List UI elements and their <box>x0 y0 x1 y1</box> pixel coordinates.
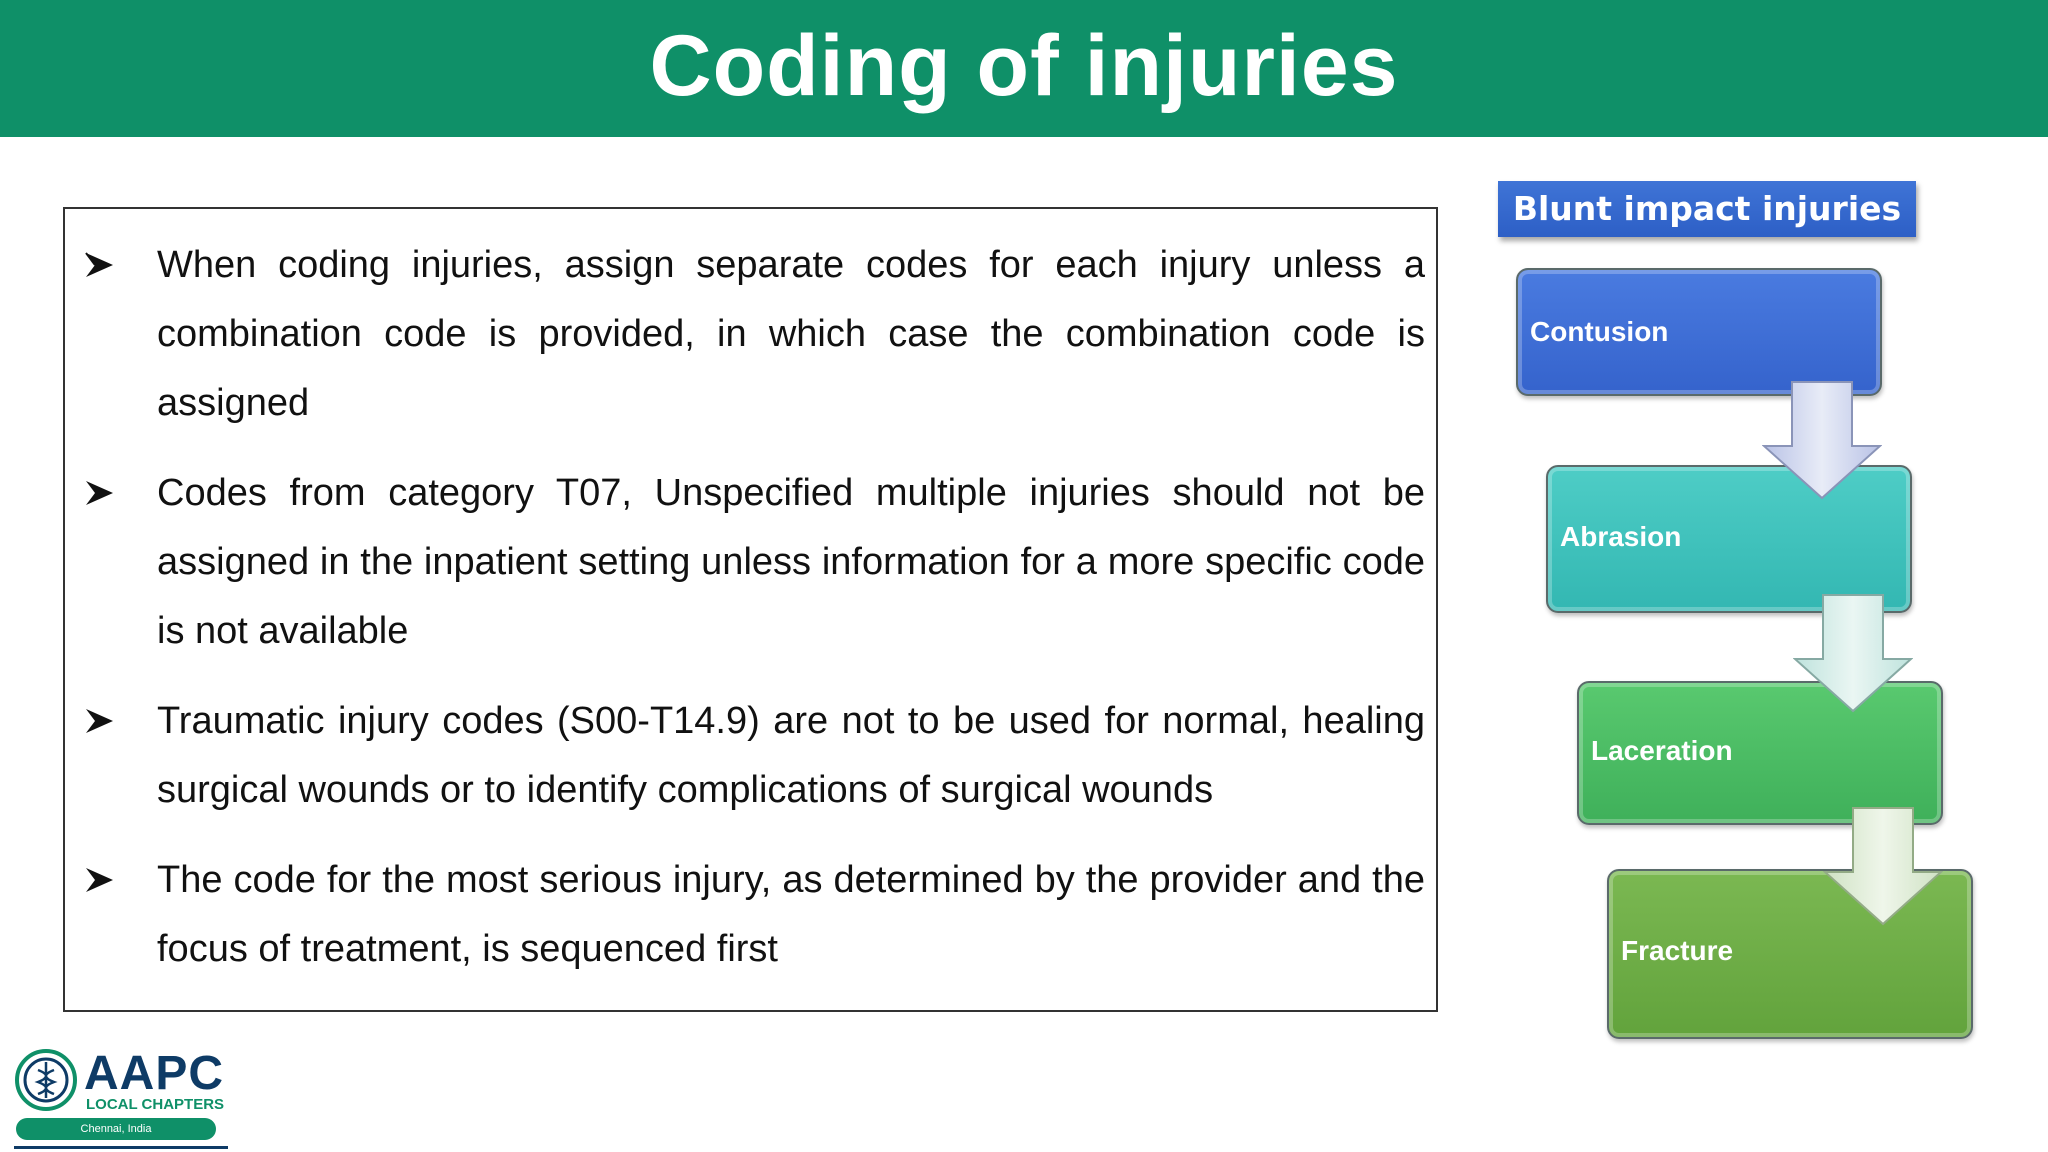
bullet-arrow-icon <box>83 687 117 756</box>
diagram-step-contusion <box>1516 268 1882 396</box>
bullet-box <box>63 207 1438 1012</box>
slide-title: Coding of injuries <box>649 18 1399 114</box>
bullet-text: When coding injuries, assign separate codes for each injury unless a combination code is provided, in which case the combination code is assigned <box>157 244 1425 424</box>
bullet-text: Codes from category T07, Unspecified multiple injuries should not be assigned in the inpatient setting unless information for a more specific code is not available <box>157 472 1425 652</box>
bullet-arrow-icon <box>83 846 117 915</box>
step-label: Fracture <box>1621 935 1734 966</box>
down-arrow-icon <box>1793 593 1913 721</box>
down-arrow-icon <box>1823 806 1943 934</box>
step-label: Contusion <box>1530 316 1669 347</box>
caduceus-logo-icon <box>14 1048 78 1112</box>
logo-underline <box>14 1146 228 1149</box>
aapc-logo <box>14 1046 228 1146</box>
bullet-text: The code for the most serious injury, as determined by the provider and the focus of treatment, is sequenced first <box>157 859 1425 970</box>
logo-location: Chennai, India <box>16 1118 216 1140</box>
logo-subtitle: LOCAL CHAPTERS <box>86 1096 225 1113</box>
step-label: Abrasion <box>1560 521 1682 552</box>
diagram-title: Blunt impact injuries <box>1498 181 1916 237</box>
logo-name: AAPC <box>84 1047 225 1100</box>
bullet-arrow-icon <box>83 459 117 528</box>
step-label: Laceration <box>1591 735 1733 766</box>
bullet-arrow-icon <box>83 231 117 300</box>
bullet-text: Traumatic injury codes (S00-T14.9) are not to be used for normal, healing surgical wounds or to identify complications of surgical wounds <box>157 700 1425 811</box>
down-arrow-icon <box>1762 380 1882 508</box>
